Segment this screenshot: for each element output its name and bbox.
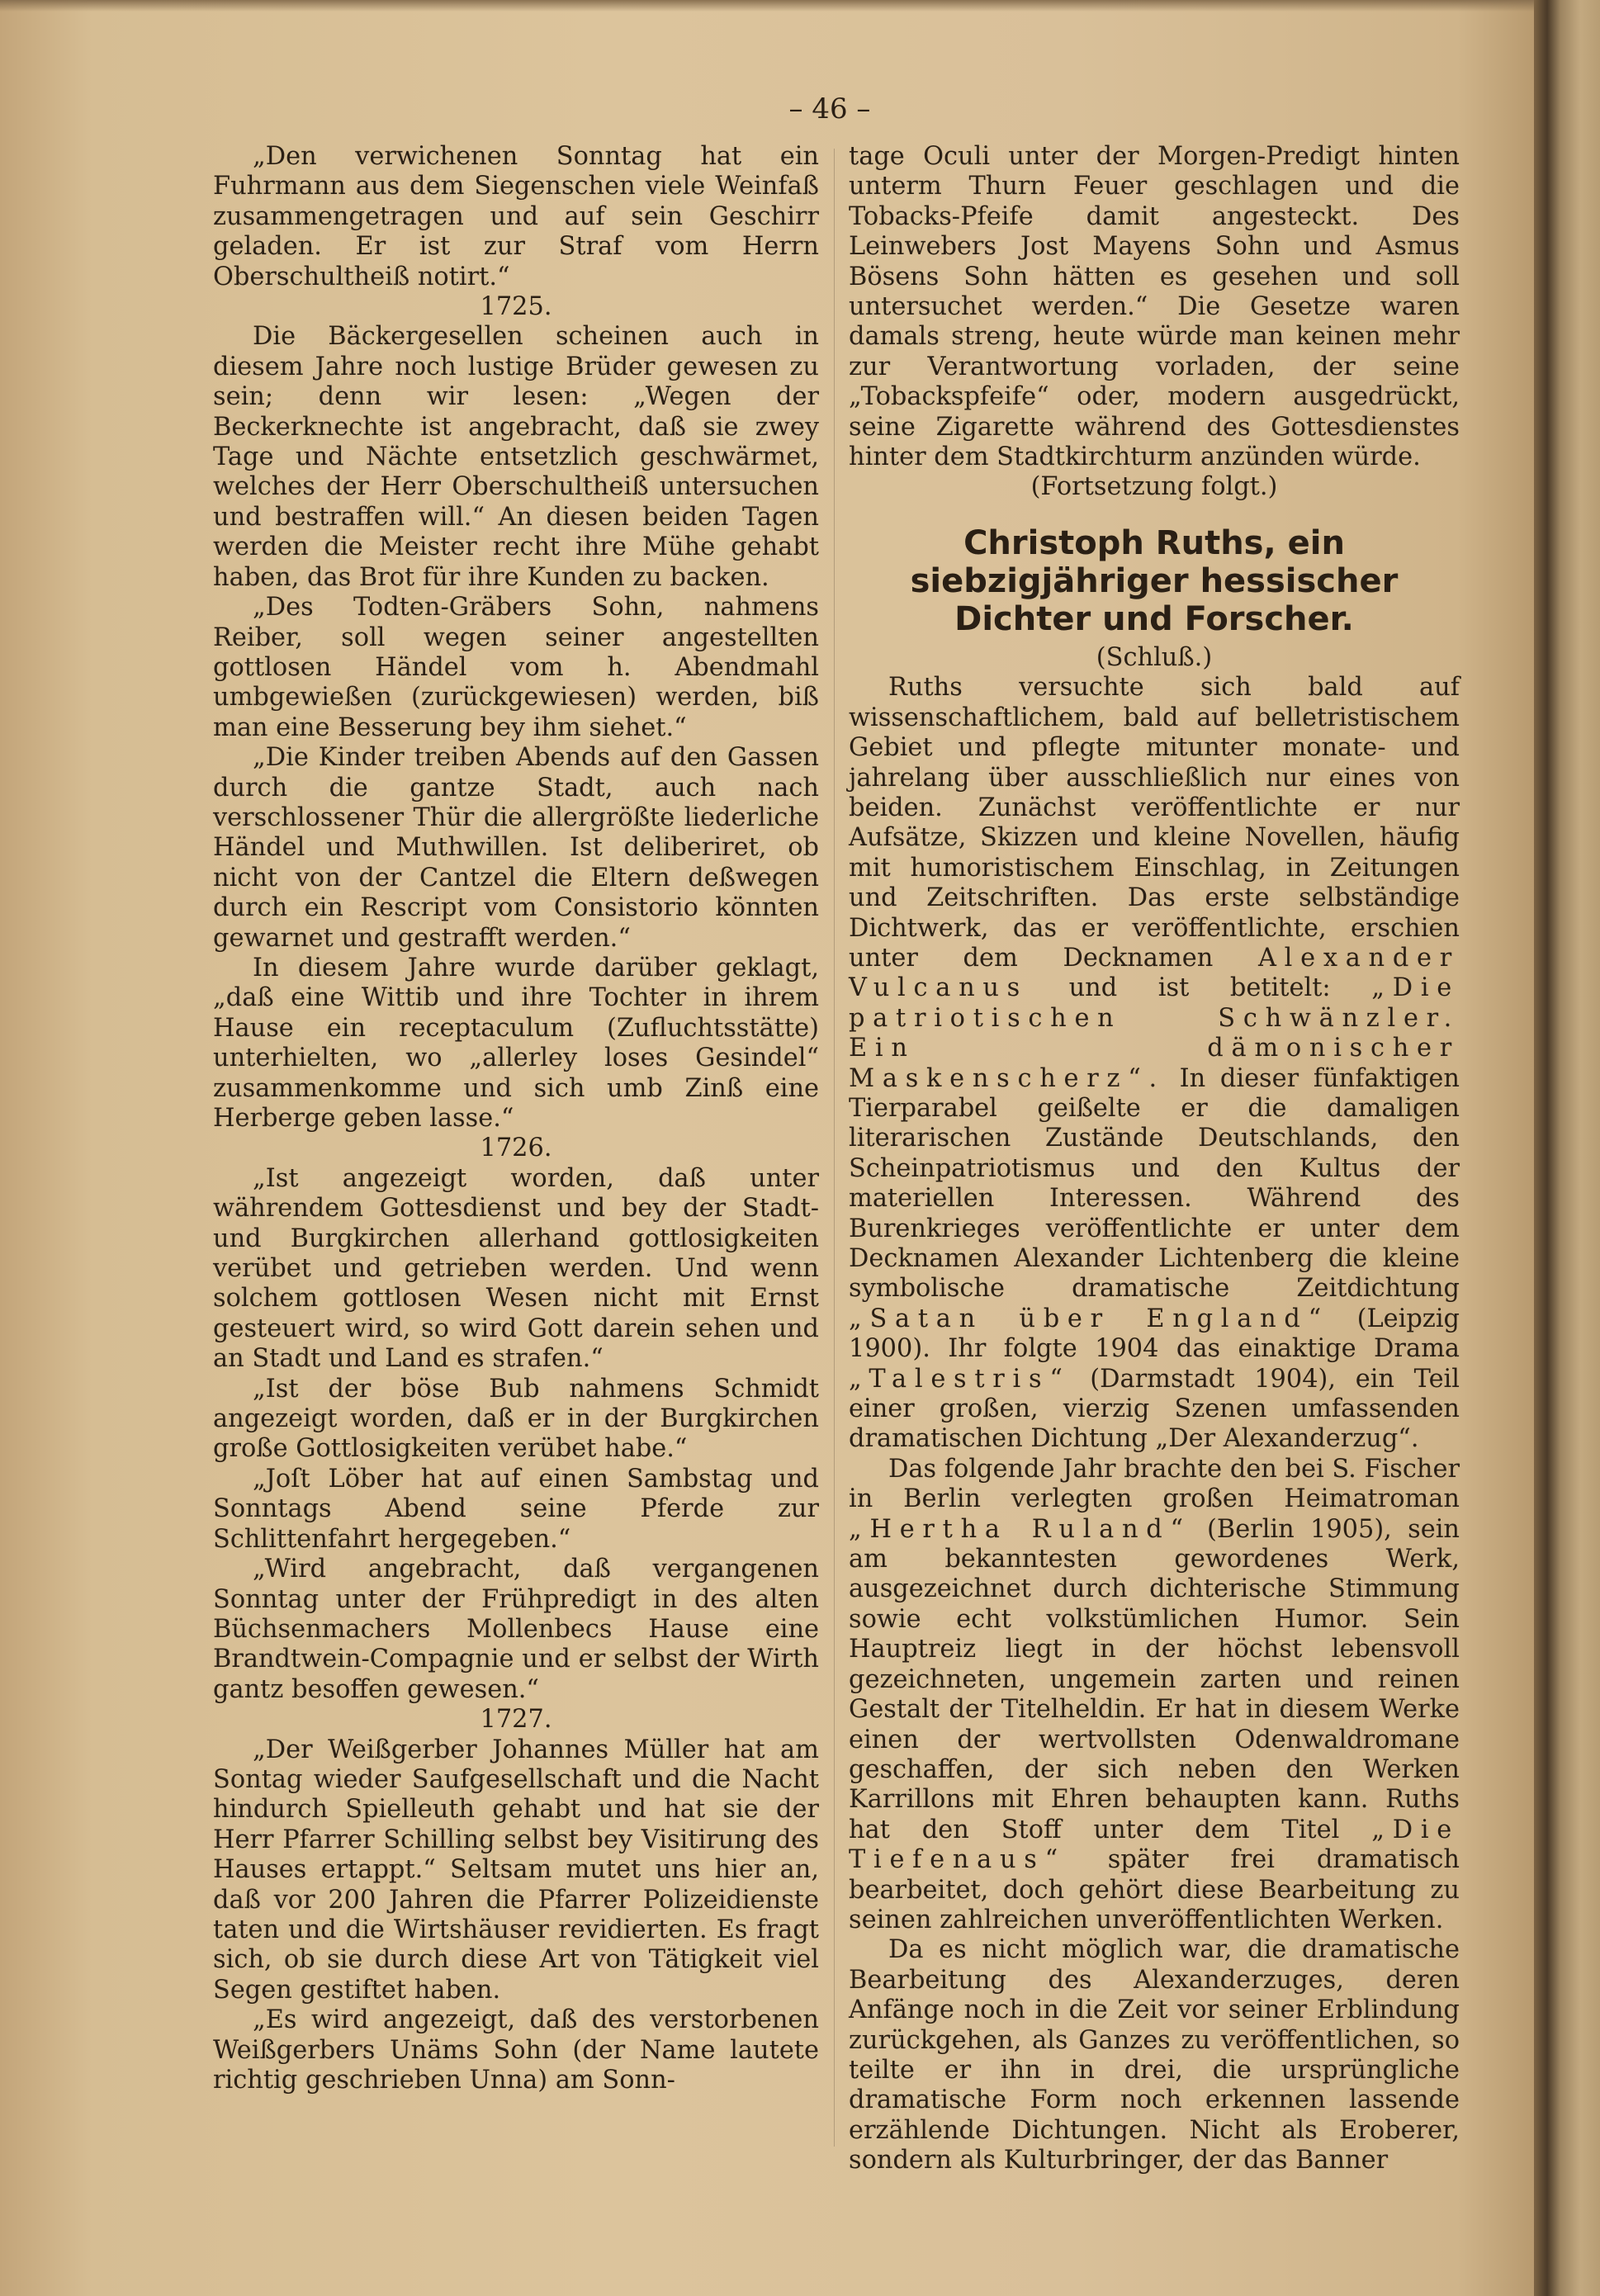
paragraph (849, 1455, 1460, 1936)
text-run: (Leipzig 1900). Ihr folgte 1904 das einaktige Drama (849, 1304, 1460, 1364)
page-top-edge (0, 0, 1534, 12)
paragraph: In diesem Jahre wurde darüber geklagt, „daß eine Wittib und ihre Tochter in ihrem Hause ein receptaculum (Zufluchtsstätte) unterhielten, wo „allerley loses Gesindel“ zusammenkomme und sich umb Zinß eine Herberge geben lasse.“ (213, 953, 819, 1133)
column-divider (834, 149, 835, 2147)
paragraph: Die Bäckergesellen scheinen auch in diesem Jahre noch lustige Brüder gewesen zu sein; denn wir lesen: „Wegen der Beckerknechte ist angebracht, daß sie zwey Tage und Nächte entsetzlich geschwärmet, welches der Herr Oberschultheiß untersuchen und bestraffen will.“ An diesen beiden Tagen werden die Meister recht ihre Mühe gehabt haben, das Brot für ihre Kunden zu backen. (213, 322, 819, 592)
paragraph: tage Oculi unter der Morgen-Predigt hinten unterm Thurn Feuer geschlagen und die Tobacks-Pfeife damit angesteckt. Des Leinwebers Jost Mayens Sohn und Asmus Bösens Sohn hätten es gesehen und soll untersuchet werden.“ Die Gesetze waren damals streng, heute würde man keinen mehr zur Verantwortung vorladen, der seine „Tobackspfeife“ oder, modern ausgedrückt, seine Zigarette während des Gottesdienstes hinter dem Stadtkirchturm anzünden würde. (849, 142, 1460, 472)
page-number: – 46 – (788, 92, 871, 125)
text-run: (Berlin 1905), sein am bekanntesten gewordenes Werk, ausgezeichnet durch dichterische Stimmung sowie echt volkstümlichen Humor. Sein Hauptreiz liegt in der höchst lebensvoll gezeichneten, ungemein zarten und reinen Gestalt der Titelheldin. Er hat in diesem Werke einen der wertvollsten Odenwaldromane geschaffen, der sich neben den Werken Karrillons mit Ehren behaupten kann. Ruths hat den Stoff unter dem Titel (849, 1514, 1460, 1844)
left-column (213, 142, 819, 2095)
paragraph: „Ist der böse Bub nahmens Schmidt angezeigt worden, daß er in der Burgkirchen große Gottlosigkeiten verübet habe.“ (213, 1374, 819, 1464)
work-title: „Talestris“ (849, 1364, 1071, 1394)
year-heading: 1726. (480, 1134, 552, 1163)
conclusion-note: (Schluß.) (1096, 642, 1213, 672)
paragraph (849, 673, 1460, 1455)
text-run: In dieser fünfaktigen Tierparabel geißelte er die damaligen literarischen Zustände Deutschlands, den Scheinpatriotismus und den Kultus der materiellen Interessen. Während des Burenkrieges veröffentlichte er unter dem Decknamen Alexander Lichtenberg die kleine symbolische dramatische Zeitdichtung (849, 1063, 1460, 1304)
continued-note: (Fortsetzung folgt.) (1030, 472, 1278, 502)
paragraph: „Den verwichenen Sonntag hat ein Fuhrmann aus dem Siegenschen viele Weinfaß zusammengetragen und auf sein Geschirr geladen. Er ist zur Straf vom Herrn Oberschultheiß notirt.“ (213, 142, 819, 291)
pseudonym: Alexander Vulcanus (849, 943, 1460, 1003)
text-run: Ruths versuchte sich bald auf wissenschaftlichem, bald auf belletristischem Gebiet und pflegte mitunter monate- und jahrelang über ausschließlich nur eines von beiden. Zunächst veröffentlichte er nur Aufsätze, Skizzen und kleine Novellen, häufig mit humoristischem Einschlag, in Zeitungen und Zeitschriften. Das erste selbständige Dichtwerk, das er veröffentlichte, erschien unter dem Decknamen (849, 673, 1460, 973)
work-title: „Hertha Ruland“ (849, 1514, 1191, 1544)
work-title: „Satan über England“ (849, 1304, 1329, 1333)
paragraph: „Joſt Löber hat auf einen Sambstag und Sonntags Abend seine Pferde zur Schlittenfahrt hergegeben.“ (213, 1464, 819, 1554)
year-heading: 1727. (480, 1705, 552, 1735)
text-run: später frei dramatisch bearbeitet, doch gehört diese Bearbeitung zu seinen zahlreichen unveröffentlichten Werken. (849, 1845, 1460, 1934)
right-column (849, 142, 1460, 2176)
paragraph: „Die Kinder treiben Abends auf den Gassen durch die gantze Stadt, auch nach verschlossener Thür die allergrößte liederliche Händel und Muthwillen. Ist deliberiret, ob nicht von der Cantzel die Eltern deßwegen durch ein Rescript vom Consistorio könnten gewarnet und gestrafft werden.“ (213, 743, 819, 953)
text-run: (Darmstadt 1904), ein Teil einer großen, vierzig Szenen umfassenden dramatischen Dichtung „Der Alexanderzug“. (849, 1364, 1460, 1454)
book-spine-fold (1534, 0, 1600, 2296)
work-title: „Die Tiefenaus“ (849, 1815, 1460, 1875)
article-heading: Christoph Ruths, ein siebzigjähriger hessischer Dichter und Forscher. (910, 523, 1399, 638)
paragraph: „Es wird angezeigt, daß des verstorbenen Weißgerbers Unäms Sohn (der Name lautete richtig geschrieben Unna) am Sonn- (213, 2005, 819, 2095)
text-run: Das folgende Jahr brachte den bei S. Fischer in Berlin verlegten großen Heimatroman (849, 1454, 1460, 1514)
text-run: und ist betitelt: (1068, 973, 1331, 1003)
work-title: „Die patriotischen Schwänzler. Ein dämonischer Maskenscherz“. (849, 973, 1460, 1093)
year-heading: 1725. (480, 292, 552, 322)
paragraph: Da es nicht möglich war, die dramatische Bearbeitung des Alexanderzuges, deren Anfänge noch in die Zeit vor seiner Erblindung zurückgehen, als Ganzes zu veröffentlichen, so teilte er ihn in drei, die ursprüngliche dramatische Form noch erkennen lassende erzählende Dichtungen. Nicht als Eroberer, sondern als Kulturbringer, der das Banner (849, 1935, 1460, 2175)
paragraph: „Der Weißgerber Johannes Müller hat am Sontag wieder Saufgesellschaft und die Nacht hindurch Spielleuth gehabt und hat sie der Herr Pfarrer Schilling selbst bey Visitirung des Hauses ertappt.“ Seltsam mutet uns hier an, daß vor 200 Jahren die Pfarrer Polizeidienste taten und die Wirtshäuser revidierten. Es fragt sich, ob sie durch diese Art von Tätigkeit viel Segen gestiftet haben. (213, 1735, 819, 2005)
paragraph: „Wird angebracht, daß vergangenen Sonntag unter der Frühpredigt in des alten Büchsenmachers Mollenbecs Hause eine Brandtwein-Compagnie und er selbst der Wirth gantz besoffen gewesen.“ (213, 1555, 819, 1704)
paragraph: „Ist angezeigt worden, daß unter währendem Gottesdienst und bey der Stadt- und Burgkirchen allerhand gottlosigkeiten verübet und getrieben werden. Und wenn solchem gottlosen Wesen nicht mit Ernst gesteuert wird, so wird Gott darein sehen und an Stadt und Land es strafen.“ (213, 1163, 819, 1374)
paragraph: „Des Todten-Gräbers Sohn, nahmens Reiber, soll wegen seiner angestellten gottlosen Händel vom h. Abendmahl umbgewießen (zurückgewiesen) werden, biß man eine Besserung bey ihm siehet.“ (213, 593, 819, 742)
